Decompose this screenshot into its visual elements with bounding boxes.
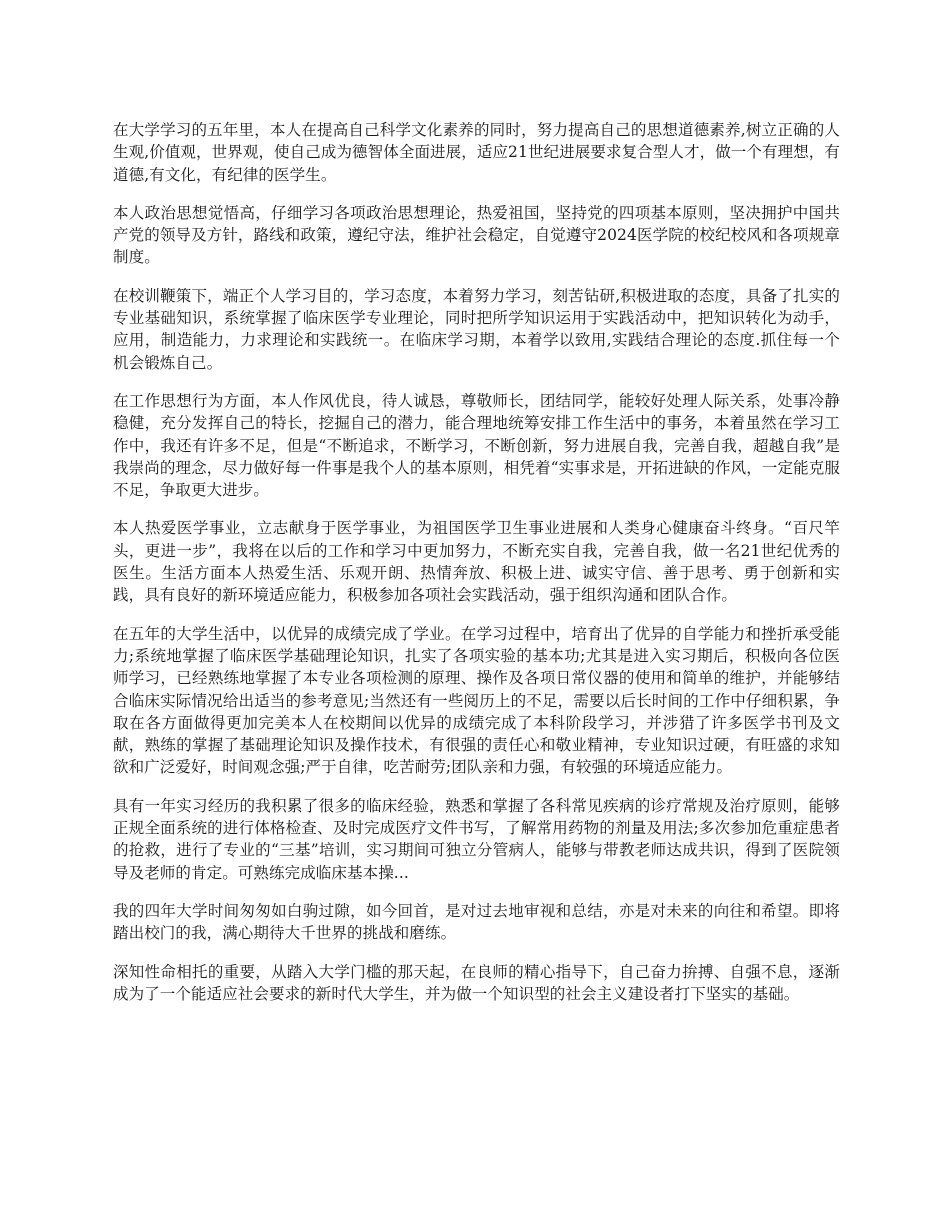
document-body bbox=[113, 119, 840, 1021]
paragraph-conclusion: 深知性命相托的重要，从踏入大学门槛的那天起，在良师的精心指导下，自己奋力拚搏、自强不息，逐渐成为了一个能适应社会要求的新时代大学生，并为做一个知识型的社会主义建设者打下坚实的基础。 bbox=[113, 962, 840, 1003]
paragraph-five-years: 在五年的大学生活中，以优异的成绩完成了学业。在学习过程中，培育出了优异的自学能力和挫折承受能力;系统地掌握了临床医学基础理论知识，扎实了各项实验的基本功;尤其是进入实习期后，积极向各位医师学习，已经熟练地掌握了本专业各项检测的原理、操作及各项日常仪器的使用和简单的维护，并能够结合临床实际情况给出适当的参考意见;当然还有一些阅历上的不足，需要以后长时间的工作中仔细积累，争取在各方面做得更加完美本人在校期间以优异的成绩完成了本科阶段学习，并涉猎了许多医学书刊及文献，熟练的掌握了基础理论知识及操作技术，有很强的责任心和敬业精神，专业知识过硬，有旺盛的求知欲和广泛爱好，时间观念强;严于自律，吃苦耐劳;团队亲和力强，有较强的环境适应能力。 bbox=[113, 624, 840, 777]
paragraph-study-summary: 在大学学习的五年里，本人在提高自己科学文化素养的同时，努力提高自己的思想道德素养,树立正确的人生观,价值观，世界观，使自己成为德智体全面进展，适应21世纪进展要求复合型人才，做一个有理想，有道德,有文化，有纪律的医学生。 bbox=[113, 121, 840, 184]
paragraph-political-thought: 本人政治思想觉悟高，仔细学习各项政治思想理论，热爱祖国，坚持党的四项基本原则，坚决拥护中国共产党的领导及方针，路线和政策，遵纪守法，维护社会稳定，自觉遵守2024医学院的校纪校风和各项规章制度。 bbox=[113, 203, 840, 267]
paragraph-study-attitude: 在校训鞭策下，端正个人学习目的，学习态度，本着努力学习，刻苦钻研,积极进取的态度，具备了扎实的专业基础知识，系统掌握了临床医学专业理论，同时把所学知识运用于实践活动中，把知识转化为动手，应用，制造能力，力求理论和实践统一。在临床学习期，本着学以致用,实践结合理论的态度.抓住每一个机会锻炼自己。 bbox=[113, 286, 840, 372]
paragraph-work-conduct: 在工作思想行为方面，本人作风优良，待人诚恳，尊敬师长，团结同学，能较好处理人际关系，处事冷静稳健，充分发挥自己的特长，挖掘自己的潜力，能合理地统筹安排工作生活中的事务，本着虽然在学习工作中，我还有许多不足，但是“不断追求，不断学习，不断创新，努力进展自我，完善自我，超越自我”是我崇尚的理念，尽力做好每一件事是我个人的基本原则，相凭着“实事求是，开拓进缺的作风，一定能克服不足，争取更大进步。 bbox=[113, 391, 840, 500]
paragraph-four-years: 我的四年大学时间匆匆如白驹过隙，如今回首，是对过去地审视和总结，亦是对未来的向往和希望。即将踏出校门的我，满心期待大千世界的挑战和磨练。 bbox=[113, 901, 840, 943]
paragraph-internship: 具有一年实习经历的我积累了很多的临床经验，熟悉和掌握了各科常见疾病的诊疗常规及治疗原则，能够正规全面系统的进行体格检查、及时完成医疗文件书写，了解常用药物的剂量及用法;多次参加危重症患者的抢救，进行了专业的“三基”培训，实习期间可独立分管病人，能够与带教老师达成共识，得到了医院领导及老师的肯定。可熟练完成临床基本操... bbox=[113, 796, 840, 882]
paragraph-medical-career: 本人热爱医学事业，立志献身于医学事业，为祖国医学卫生事业进展和人类身心健康奋斗终身。“百尺竿头，更进一步”，我将在以后的工作和学习中更加努力，不断充实自我，完善自我，做一名21世纪优秀的医生。生活方面本人热爱生活、乐观开朗、热情奔放、积极上进、诚实守信、善于思考、勇于创新和实践，具有良好的新环境适应能力，积极参加各项社会实践活动，强于组织沟通和团队合作。 bbox=[113, 519, 840, 605]
